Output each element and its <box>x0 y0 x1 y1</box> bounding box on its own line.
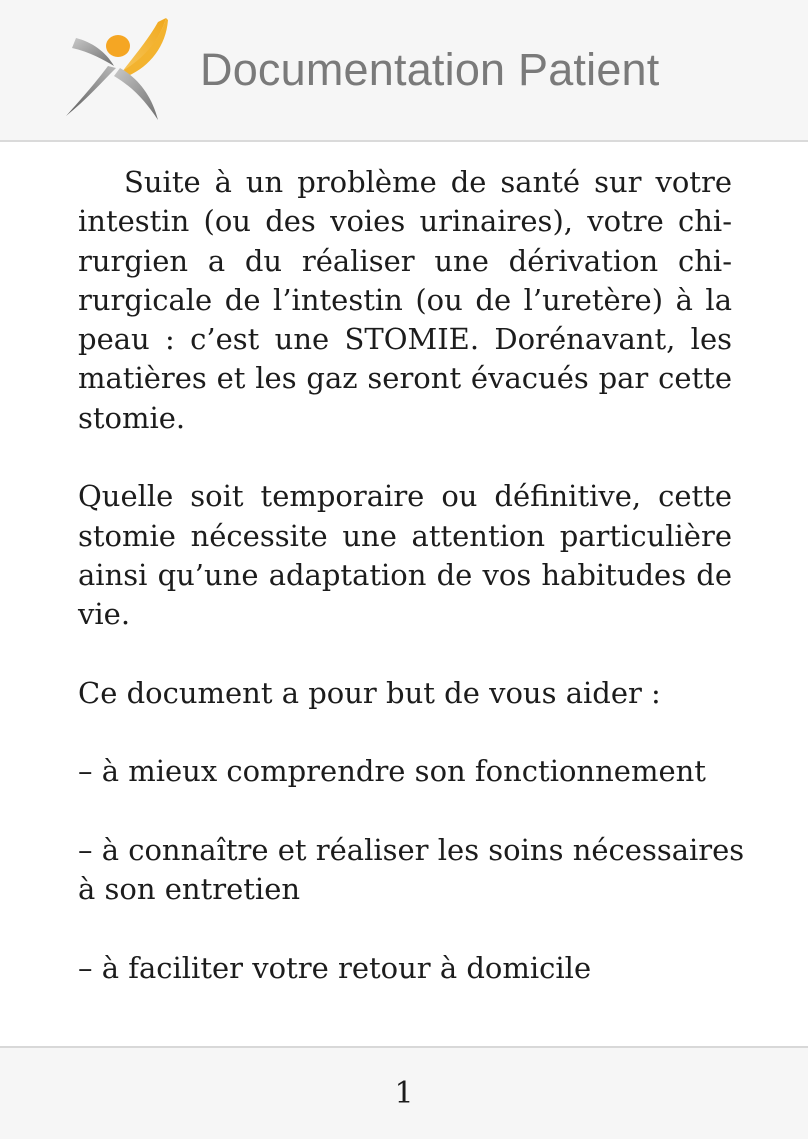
paragraph-intro: Suite à un problème de santé sur votre intestin (ou des voies urinaires), votre chirurgien a du réaliser une dérivation chirurgicale de l’intestin (ou de l’uretère) à la peau : c’est une STOMIE. Dorénavant, les matières et les gaz seront évacués par cette stomie. <box>78 165 732 435</box>
header-title: Documentation Patient <box>200 44 660 95</box>
page-header <box>0 0 808 142</box>
paragraph-stomie-attention: Quelle soit temporaire ou définitive, cette stomie nécessite une attention particulière ainsi qu’une adaptation de vos habitudes de vie. <box>78 479 732 632</box>
page-number: 1 <box>394 1076 414 1111</box>
paragraph-document-purpose: Ce document a pour but de vous aider : <box>78 675 661 710</box>
list-item: – à connaître et réaliser les soins nécessaires à son entretien <box>78 833 745 907</box>
page-footer <box>0 1046 808 1139</box>
list-item: – à mieux comprendre son fonctionnement <box>78 754 706 789</box>
document-body <box>78 163 745 988</box>
list-item: – à faciliter votre retour à domicile <box>78 950 592 985</box>
stylized-person-logo-icon <box>62 16 172 124</box>
